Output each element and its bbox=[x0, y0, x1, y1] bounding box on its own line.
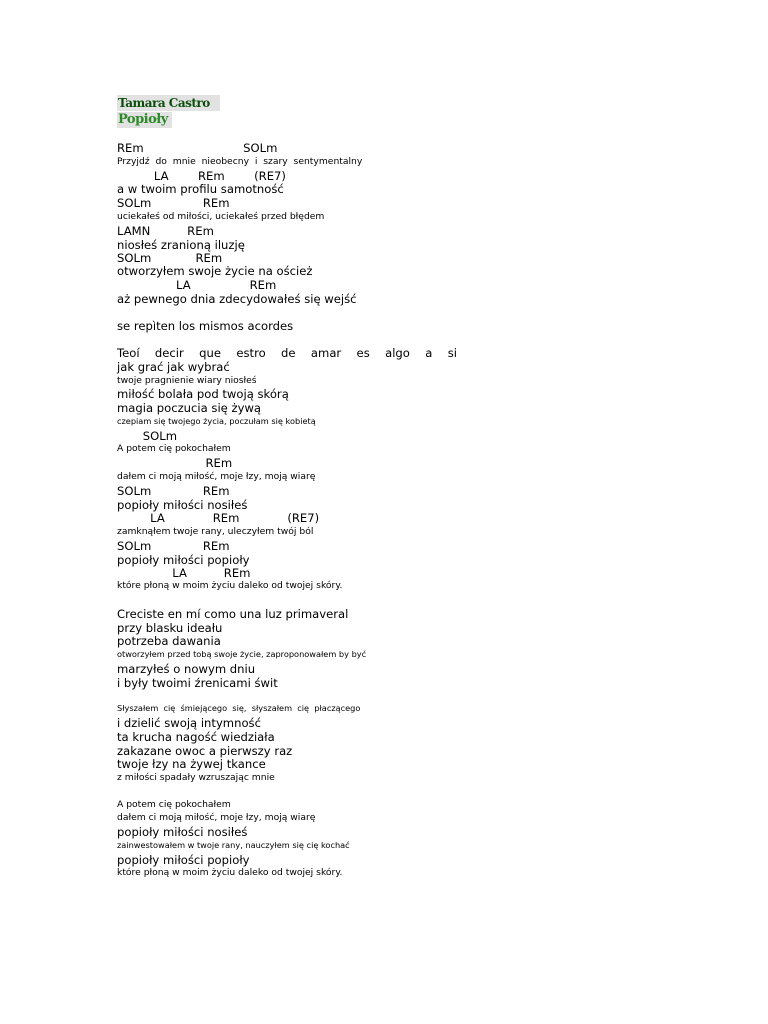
lyric-line: SOLm REm bbox=[117, 484, 230, 498]
song-title: Popioły bbox=[117, 112, 172, 128]
lyric-line: aż pewnego dnia zdecydowałeś się wejść bbox=[117, 292, 357, 306]
lyric-line: i były twoimi źrenicami świt bbox=[117, 676, 278, 690]
lyric-line: przy blasku ideału bbox=[117, 621, 223, 635]
lyric-line: które płoną w moim życiu daleko od twojej skóry. bbox=[117, 580, 343, 591]
lyric-line: z miłości spadały wzruszając mnie bbox=[117, 772, 275, 783]
lyric-line: LA REm (RE7) bbox=[117, 511, 320, 525]
lyric-line: otworzyłem przed tobą swoje życie, zaproponowałem by być bbox=[117, 649, 367, 659]
lyric-line: Creciste en mí como una luz primaveral bbox=[117, 607, 349, 621]
lyric-line: Słyszałem cię śmiejącego się, słyszałem cię płaczącego bbox=[117, 703, 361, 713]
lyric-line: zamknąłem twoje rany, uleczyłem twój ból bbox=[117, 526, 314, 537]
lyric-line: A potem cię pokochałem bbox=[117, 799, 231, 810]
lyric-line: twoje łzy na żywej tkance bbox=[117, 757, 266, 771]
lyric-line: SOLm bbox=[117, 429, 178, 443]
lyric-line: zainwestowałem w twoje rany, nauczyłem się cię kochać bbox=[117, 840, 350, 850]
lyric-line: se repìten los mismos acordes bbox=[117, 319, 294, 333]
lyric-line: REm bbox=[117, 456, 233, 470]
lyric-line: twoje pragnienie wiary niosłeś bbox=[117, 375, 257, 386]
lyric-line: marzyłeś o nowym dniu bbox=[117, 662, 256, 676]
lyric-line: Przyjdź do mnie nieobecny i szary sentymentalny bbox=[117, 156, 363, 167]
lyric-line: popioły miłości popioły bbox=[117, 853, 250, 867]
lyric-line: które płoną w moim życiu daleko od twojej skóry. bbox=[117, 867, 343, 878]
lyric-line: otworzyłem swoje życie na oścież bbox=[117, 264, 313, 278]
lyric-line: REm SOLm bbox=[117, 141, 278, 155]
lyric-line: LA REm (RE7) bbox=[117, 169, 286, 183]
lyric-line: zakazane owoc a pierwszy raz bbox=[117, 744, 293, 758]
lyric-line: i dzielić swoją intymność bbox=[117, 716, 261, 730]
lyric-line: popioły miłości popioły bbox=[117, 553, 250, 567]
lyric-line: ta krucha nagość wiedziała bbox=[117, 730, 275, 744]
lyric-line: dałem ci moją miłość, moje łzy, moją wiarę bbox=[117, 812, 316, 823]
lyric-line: A potem cię pokochałem bbox=[117, 443, 231, 454]
lyric-line: magia poczucia się żywą bbox=[117, 401, 262, 415]
lyric-line: SOLm REm bbox=[117, 251, 223, 265]
lyric-line: dałem ci moją miłość, moje łzy, moją wiarę bbox=[117, 471, 316, 482]
lyric-line: Teoí decir que estro de amar es algo a si bbox=[117, 346, 457, 360]
lyric-line: popioły miłości nosiłeś bbox=[117, 498, 248, 512]
lyric-line: LA REm bbox=[117, 566, 251, 580]
lyric-line: potrzeba dawania bbox=[117, 634, 221, 648]
lyric-line: popioły miłości nosiłeś bbox=[117, 825, 248, 839]
lyric-line: a w twoim profilu samotność bbox=[117, 182, 284, 196]
lyric-line: LA REm bbox=[117, 278, 277, 292]
lyric-line: miłość bolała pod twoją skórą bbox=[117, 387, 289, 401]
lyric-line: czepiam się twojego życia, poczułam się kobietą bbox=[117, 416, 316, 426]
author-name: Tamara Castro bbox=[117, 95, 220, 111]
lyric-line: uciekałeś od miłości, uciekałeś przed błędem bbox=[117, 211, 325, 222]
lyric-line: LAMN REm bbox=[117, 224, 214, 238]
lyric-line: SOLm REm bbox=[117, 539, 230, 553]
lyric-line: niosłeś zranioną iluzję bbox=[117, 238, 245, 252]
lyric-line: jak grać jak wybrać bbox=[117, 360, 230, 374]
lyric-line: SOLm REm bbox=[117, 196, 230, 210]
